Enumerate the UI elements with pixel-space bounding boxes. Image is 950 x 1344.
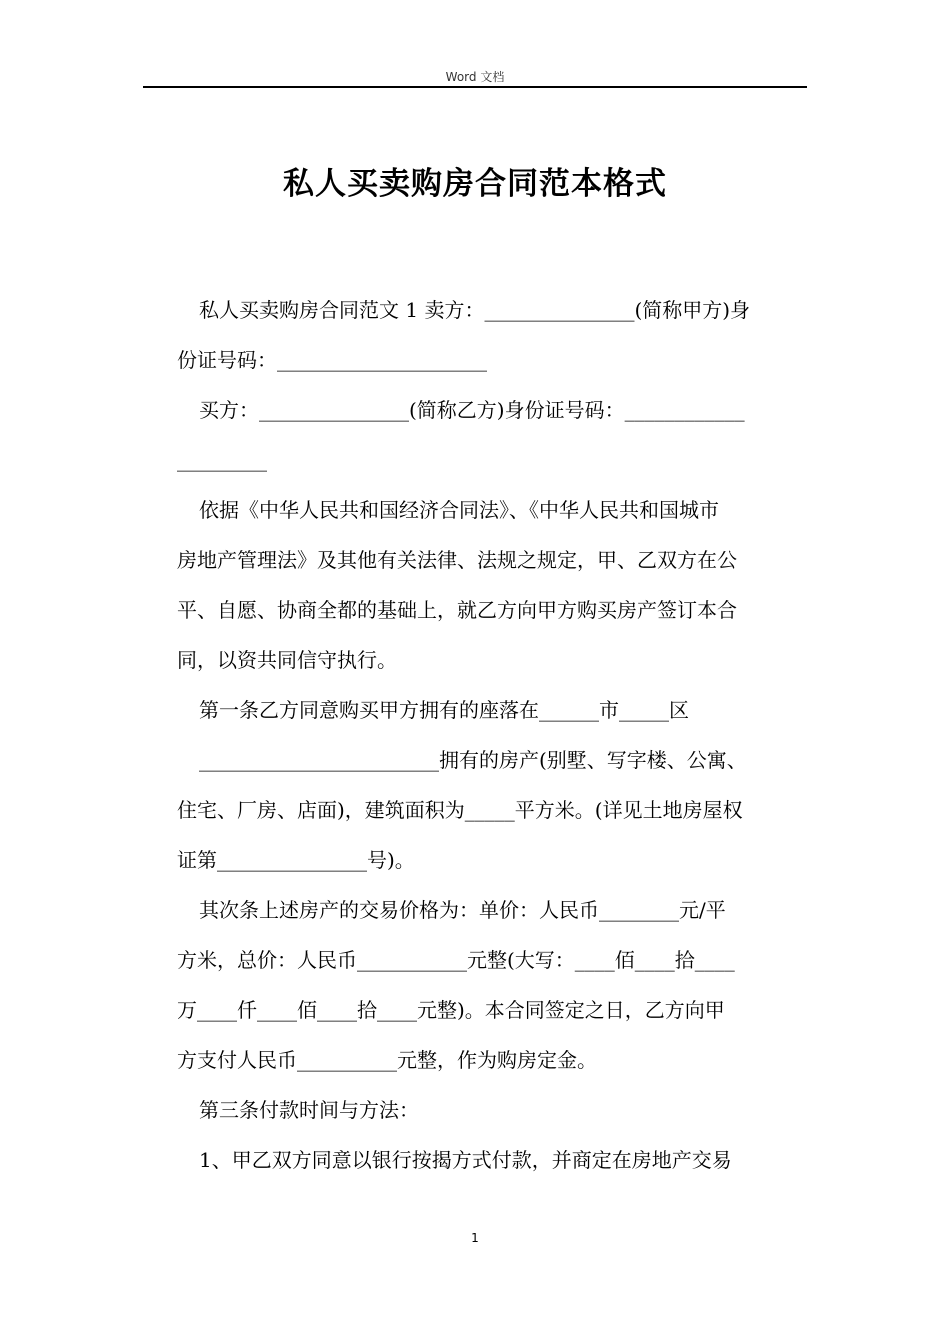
- body-line: 买方：_______________(简称乙方)身份证号码：____________: [199, 398, 745, 422]
- body-line: 证第_______________号)。: [177, 848, 415, 872]
- body-line: 私人买卖购房合同范文 1 卖方：_______________(简称甲方)身: [199, 298, 751, 322]
- header-label: Word 文档: [445, 70, 505, 84]
- body-line: 依据《中华人民共和国经济合同法》、《中华人民共和国城市: [199, 498, 719, 522]
- header-rule: [143, 86, 807, 88]
- body-line: 万____仟____佰____拾____元整)。本合同签定之日，乙方向甲: [177, 998, 725, 1022]
- body-line: ________________________拥有的房产(别墅、写字楼、公寓、: [199, 748, 747, 772]
- body-line: 其次条上述房产的交易价格为：单价：人民币________元/平: [199, 898, 726, 922]
- body-line: 第三条付款时间与方法：: [199, 1098, 419, 1122]
- body-line: 同，以资共同信守执行。: [177, 648, 397, 672]
- body-line: 第一条乙方同意购买甲方拥有的座落在______市_____区: [199, 698, 689, 722]
- body-line: 份证号码：_____________________: [177, 348, 487, 372]
- body-line: 方米，总价：人民币___________元整(大写：____佰____拾____: [177, 948, 735, 972]
- page-number: 1: [471, 1231, 479, 1245]
- body-line: 平、自愿、协商全都的基础上，就乙方向甲方购买房产签订本合: [177, 598, 737, 622]
- body-line: _________: [177, 448, 267, 472]
- body-line: 住宅、厂房、店面)，建筑面积为_____平方米。(详见土地房屋权: [177, 798, 743, 822]
- body-line: 方支付人民币__________元整，作为购房定金。: [177, 1048, 597, 1072]
- body-line: 房地产管理法》及其他有关法律、法规之规定，甲、乙双方在公: [177, 548, 737, 572]
- body-line: 1、甲乙双方同意以银行按揭方式付款，并商定在房地产交易: [199, 1148, 732, 1172]
- document-title: 私人买卖购房合同范本格式: [283, 166, 667, 202]
